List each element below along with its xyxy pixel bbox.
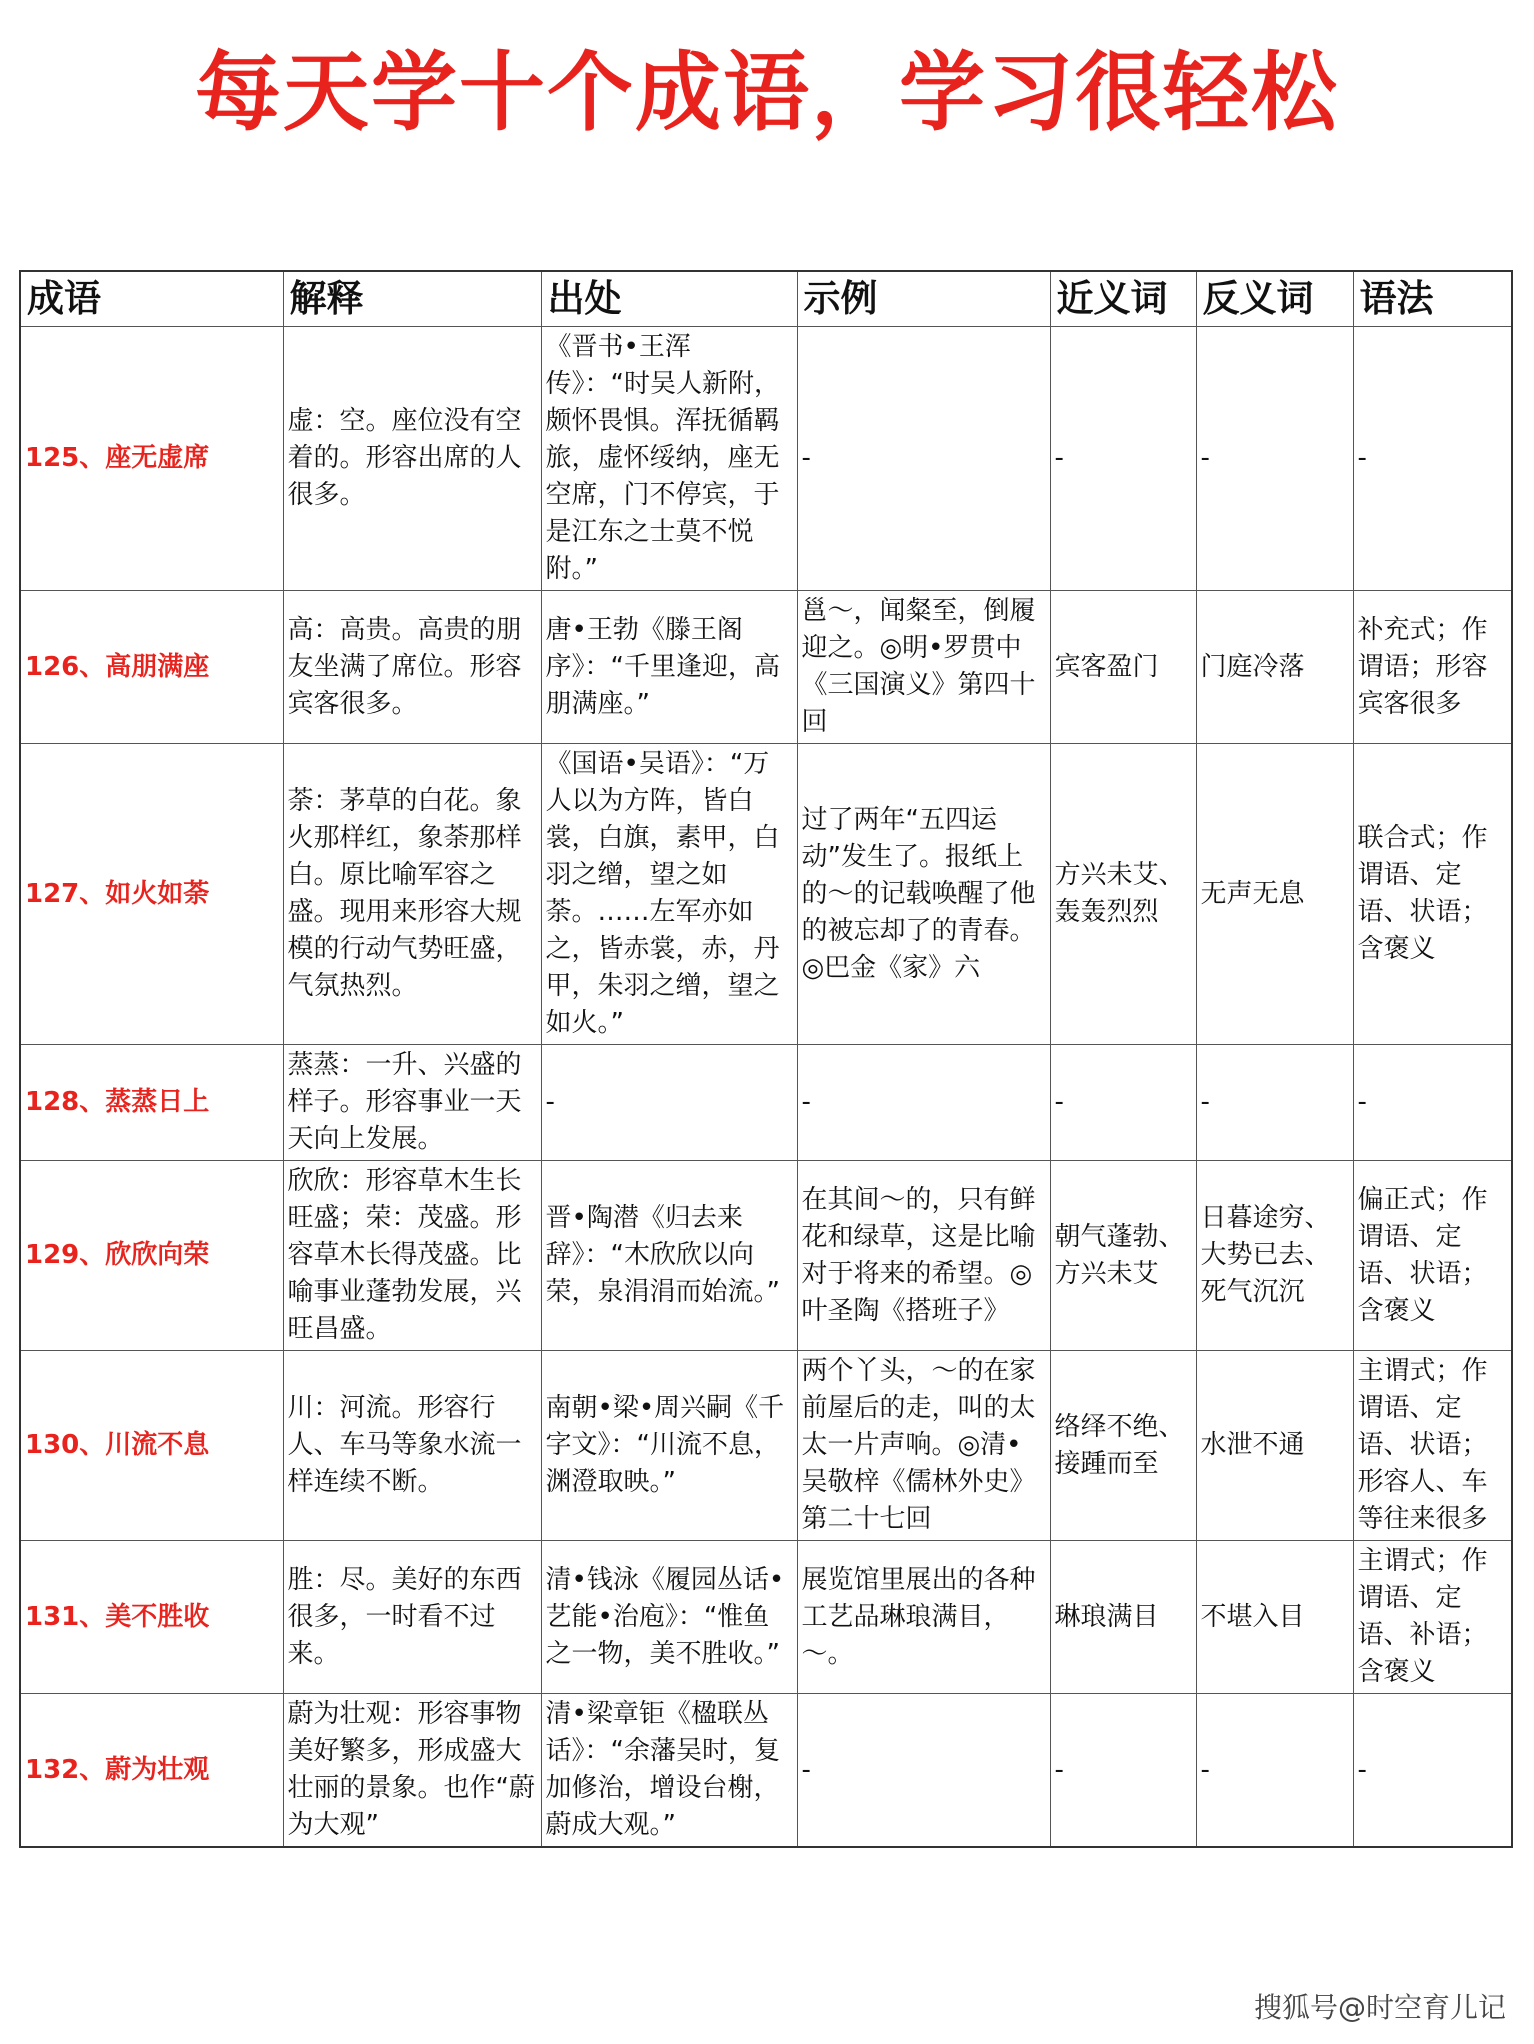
source-cell: - <box>541 1045 797 1161</box>
header-meaning: 解释 <box>283 271 541 327</box>
source-cell: 《国语•吴语》：“万人以为方阵，皆白裳，白旗，素甲，白羽之缯，望之如荼。……左军亦如之，皆赤裳，赤，丹甲，朱羽之缯，望之如火。” <box>541 744 797 1045</box>
example-cell: 邕～，闻粲至，倒履迎之。◎明•罗贯中《三国演义》第四十回 <box>797 591 1050 744</box>
table-row <box>20 1541 1512 1694</box>
antonym-cell: 门庭冷落 <box>1196 591 1353 744</box>
antonym-cell: - <box>1196 1045 1353 1161</box>
grammar-cell: 主谓式；作谓语、定语、补语；含褒义 <box>1353 1541 1512 1694</box>
grammar-cell: 补充式；作谓语；形容宾客很多 <box>1353 591 1512 744</box>
table-row <box>20 1045 1512 1161</box>
source-cell: 清•钱泳《履园丛话•艺能•治庖》：“惟鱼之一物，美不胜收。” <box>541 1541 797 1694</box>
synonym-cell: 络绎不绝、接踵而至 <box>1050 1351 1196 1541</box>
example-cell: - <box>797 327 1050 591</box>
idiom-cell: 130、川流不息 <box>20 1351 283 1541</box>
synonym-cell: 琳琅满目 <box>1050 1541 1196 1694</box>
meaning-cell: 虚：空。座位没有空着的。形容出席的人很多。 <box>283 327 541 591</box>
grammar-cell: 联合式；作谓语、定语、状语；含褒义 <box>1353 744 1512 1045</box>
header-example: 示例 <box>797 271 1050 327</box>
table-row <box>20 1694 1512 1848</box>
grammar-cell: 主谓式；作谓语、定语、状语；形容人、车等往来很多 <box>1353 1351 1512 1541</box>
table-header-row <box>20 271 1512 327</box>
synonym-cell: - <box>1050 1694 1196 1848</box>
grammar-cell: - <box>1353 327 1512 591</box>
meaning-cell: 川：河流。形容行人、车马等象水流一样连续不断。 <box>283 1351 541 1541</box>
example-cell: - <box>797 1694 1050 1848</box>
header-synonym: 近义词 <box>1050 271 1196 327</box>
source-cell: 清•梁章钜《楹联丛话》：“余藩吴时，复加修治，增设台榭，蔚成大观。” <box>541 1694 797 1848</box>
table-row <box>20 1161 1512 1351</box>
synonym-cell: - <box>1050 327 1196 591</box>
synonym-cell: 朝气蓬勃、方兴未艾 <box>1050 1161 1196 1351</box>
table-row <box>20 327 1512 591</box>
table-row <box>20 591 1512 744</box>
header-grammar: 语法 <box>1353 271 1512 327</box>
source-cell: 《晋书•王浑传》：“时吴人新附，颇怀畏惧。浑抚循羁旅，虚怀绥纳，座无空席，门不停宾，于是江东之士莫不悦附。” <box>541 327 797 591</box>
grammar-cell: - <box>1353 1694 1512 1848</box>
synonym-cell: - <box>1050 1045 1196 1161</box>
example-cell: 过了两年“五四运动”发生了。报纸上的～的记载唤醒了他的被忘却了的青春。◎巴金《家》六 <box>797 744 1050 1045</box>
idiom-cell: 132、蔚为壮观 <box>20 1694 283 1848</box>
example-cell: 在其间～的，只有鲜花和绿草，这是比喻对于将来的希望。◎叶圣陶《搭班子》 <box>797 1161 1050 1351</box>
example-cell: - <box>797 1045 1050 1161</box>
synonym-cell: 宾客盈门 <box>1050 591 1196 744</box>
idiom-table <box>19 270 1513 1848</box>
idiom-cell: 125、座无虚席 <box>20 327 283 591</box>
meaning-cell: 蒸蒸：一升、兴盛的样子。形容事业一天天向上发展。 <box>283 1045 541 1161</box>
grammar-cell: - <box>1353 1045 1512 1161</box>
example-cell: 展览馆里展出的各种工艺品琳琅满目，～。 <box>797 1541 1050 1694</box>
antonym-cell: - <box>1196 327 1353 591</box>
idiom-cell: 131、美不胜收 <box>20 1541 283 1694</box>
antonym-cell: - <box>1196 1694 1353 1848</box>
source-cell: 唐•王勃《滕王阁序》：“千里逢迎，高朋满座。” <box>541 591 797 744</box>
synonym-cell: 方兴未艾、轰轰烈烈 <box>1050 744 1196 1045</box>
table-row <box>20 1351 1512 1541</box>
meaning-cell: 荼：茅草的白花。象火那样红，象荼那样白。原比喻军容之盛。现用来形容大规模的行动气势旺盛，气氛热烈。 <box>283 744 541 1045</box>
antonym-cell: 日暮途穷、大势已去、死气沉沉 <box>1196 1161 1353 1351</box>
grammar-cell: 偏正式；作谓语、定语、状语；含褒义 <box>1353 1161 1512 1351</box>
meaning-cell: 欣欣：形容草木生长旺盛；荣：茂盛。形容草木长得茂盛。比喻事业蓬勃发展，兴旺昌盛。 <box>283 1161 541 1351</box>
antonym-cell: 无声无息 <box>1196 744 1353 1045</box>
header-idiom: 成语 <box>20 271 283 327</box>
page-title: 每天学十个成语，学习很轻松 <box>195 43 1339 143</box>
meaning-cell: 高：高贵。高贵的朋友坐满了席位。形容宾客很多。 <box>283 591 541 744</box>
header-source: 出处 <box>541 271 797 327</box>
idiom-cell: 126、高朋满座 <box>20 591 283 744</box>
table-row <box>20 744 1512 1045</box>
meaning-cell: 胜：尽。美好的东西很多，一时看不过来。 <box>283 1541 541 1694</box>
source-cell: 南朝•梁•周兴嗣《千字文》：“川流不息，渊澄取映。” <box>541 1351 797 1541</box>
header-antonym: 反义词 <box>1196 271 1353 327</box>
idiom-cell: 127、如火如荼 <box>20 744 283 1045</box>
source-cell: 晋•陶潜《归去来辞》：“木欣欣以向荣，泉涓涓而始流。” <box>541 1161 797 1351</box>
antonym-cell: 不堪入目 <box>1196 1541 1353 1694</box>
idiom-cell: 128、蒸蒸日上 <box>20 1045 283 1161</box>
antonym-cell: 水泄不通 <box>1196 1351 1353 1541</box>
idiom-cell: 129、欣欣向荣 <box>20 1161 283 1351</box>
example-cell: 两个丫头，～的在家前屋后的走，叫的太太一片声响。◎清•吴敬梓《儒林外史》第二十七回 <box>797 1351 1050 1541</box>
meaning-cell: 蔚为壮观：形容事物美好繁多，形成盛大壮丽的景象。也作“蔚为大观” <box>283 1694 541 1848</box>
watermark-text: 搜狐号@时空育儿记 <box>1253 1991 1506 2024</box>
